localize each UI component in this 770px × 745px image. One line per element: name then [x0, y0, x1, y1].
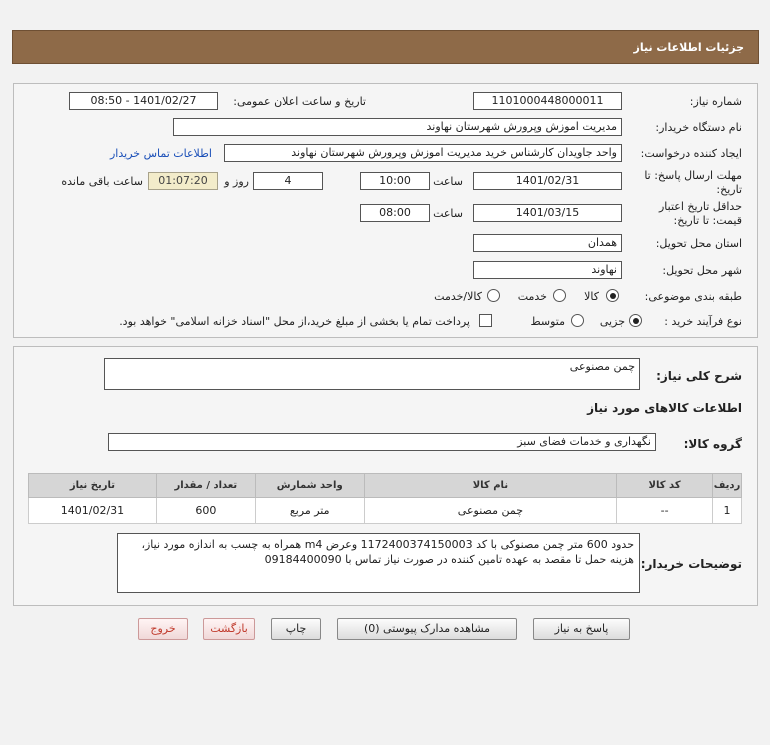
days-field: 4	[253, 172, 323, 190]
city-label: شهر محل تحویل:	[662, 264, 742, 277]
process-medium-radio[interactable]	[571, 314, 584, 327]
province-field: همدان	[473, 234, 622, 252]
cell-code: --	[617, 498, 713, 524]
category-goods-service-radio[interactable]	[487, 289, 500, 302]
general-desc-label: شرح کلی نیاز:	[656, 369, 742, 383]
col-code: کد کالا	[617, 474, 713, 498]
page-title: جزئیات اطلاعات نیاز	[633, 41, 744, 54]
deadline-label-2: تاریخ:	[716, 183, 742, 196]
requester-label: ایجاد کننده درخواست:	[640, 147, 742, 160]
col-row: ردیف	[713, 474, 742, 498]
cell-date: 1401/02/31	[29, 498, 157, 524]
category-service-label: خدمت	[517, 290, 547, 303]
validity-time-field: 08:00	[360, 204, 430, 222]
goods-table	[28, 473, 742, 524]
days-label: روز و	[224, 175, 249, 188]
page-header	[12, 30, 759, 64]
cell-qty: 600	[156, 498, 255, 524]
print-button[interactable]: چاپ	[271, 618, 321, 640]
remaining-time-field: 01:07:20	[148, 172, 218, 190]
table-header-row	[29, 474, 742, 498]
cell-row: 1	[713, 498, 742, 524]
col-date: تاریخ نیاز	[29, 474, 157, 498]
goods-info-title: اطلاعات کالاهای مورد نیاز	[587, 401, 742, 415]
goods-group-field: نگهداری و خدمات فضای سبز	[108, 433, 656, 451]
province-label: استان محل تحویل:	[655, 237, 742, 250]
col-unit: واحد شمارش	[255, 474, 364, 498]
reply-button[interactable]: پاسخ به نیاز	[533, 618, 630, 640]
validity-label-2: قیمت: تا تاریخ:	[673, 214, 742, 227]
category-goods-service-label: کالا/خدمت	[434, 290, 482, 303]
buyer-org-label: نام دستگاه خریدار:	[655, 121, 742, 134]
process-minor-label: جزیی	[599, 315, 625, 328]
buyer-contact-link[interactable]: اطلاعات تماس خریدار	[110, 147, 212, 160]
category-goods-label: کالا	[584, 290, 599, 303]
deadline-time-label: ساعت	[433, 175, 463, 188]
treasury-payment-note: پرداخت تمام یا بخشی از مبلغ خرید،از محل "اسناد خزانه اسلامی" خواهد بود.	[119, 315, 470, 328]
col-qty: تعداد / مقدار	[156, 474, 255, 498]
process-medium-label: متوسط	[530, 315, 565, 328]
requester-field: واحد جاویدان کارشناس خرید مدیریت اموزش وپرورش شهرستان نهاوند	[224, 144, 622, 162]
need-number-field: 1101000448000011	[473, 92, 622, 110]
buyer-org-field: مدیریت اموزش وپرورش شهرستان نهاوند	[173, 118, 622, 136]
buyer-notes-field: حدود 600 متر چمن مصنوکی با کد 1172400374150003 وعرض m4 همراه به چسب به اندازه مورد نیاز، هزینه حمل تا مقصد به عهده تامین کننده در صورت نیاز تماس با 09184400090	[117, 533, 640, 593]
deadline-date-field: 1401/02/31	[473, 172, 622, 190]
process-label: نوع فرآیند خرید :	[664, 315, 742, 328]
deadline-label: مهلت ارسال پاسخ: تا	[644, 169, 742, 182]
category-label: طبقه بندی موضوعی:	[644, 290, 742, 303]
validity-label: حداقل تاریخ اعتبار	[658, 200, 742, 213]
cell-name: چمن مصنوعی	[364, 498, 617, 524]
announce-label: تاریخ و ساعت اعلان عمومی:	[233, 95, 366, 108]
col-name: نام کالا	[364, 474, 617, 498]
deadline-time-field: 10:00	[360, 172, 430, 190]
announce-datetime-field: 1401/02/27 - 08:50	[69, 92, 218, 110]
goods-group-label: گروه کالا:	[683, 437, 742, 451]
city-field: نهاوند	[473, 261, 622, 279]
remaining-label: ساعت باقی مانده	[61, 175, 143, 188]
view-attachments-button[interactable]: مشاهده مدارک پیوستی (0)	[337, 618, 517, 640]
validity-time-label: ساعت	[433, 207, 463, 220]
treasury-payment-checkbox[interactable]	[479, 314, 492, 327]
back-button[interactable]: بازگشت	[203, 618, 255, 640]
category-service-radio[interactable]	[553, 289, 566, 302]
buyer-notes-label: توضیحات خریدار:	[640, 557, 742, 571]
category-goods-radio[interactable]	[606, 289, 619, 302]
need-number-label: شماره نیاز:	[689, 95, 742, 108]
cell-unit: متر مربع	[255, 498, 364, 524]
exit-button[interactable]: خروج	[138, 618, 188, 640]
process-minor-radio[interactable]	[629, 314, 642, 327]
table-row	[29, 498, 742, 524]
general-desc-field: چمن مصنوعی	[104, 358, 640, 390]
validity-date-field: 1401/03/15	[473, 204, 622, 222]
